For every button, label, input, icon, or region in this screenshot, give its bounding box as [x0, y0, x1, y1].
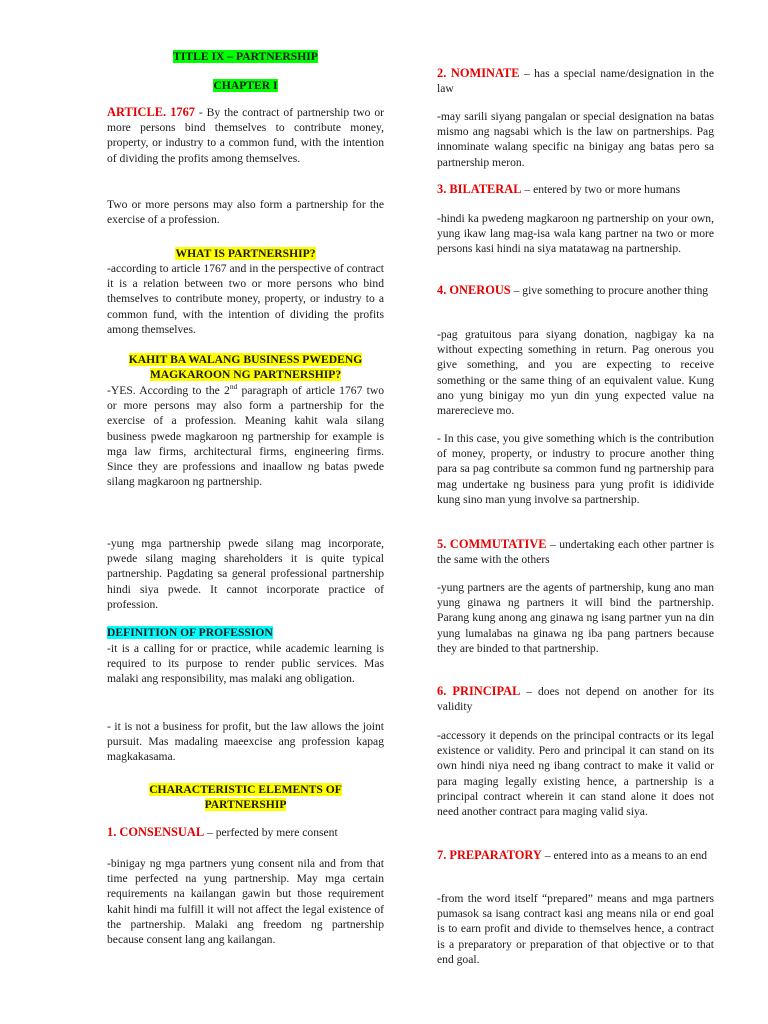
commutative-text: -yung partners are the agents of partnership, kung ano man yung ginawa ng partners it will bind the partnership. Parang kung anong ang ginawa ng isang partner yun na din yung lumalabas na ginawa ng iba pang partners because they are binded to that partnership. [437, 581, 714, 655]
commutative-heading: 5. COMMUTATIVE – undertaking each other partner is the same with the others [437, 537, 714, 567]
bilateral-text: -hindi ka pwedeng magkaroon ng partnership on your own, yung ikaw lang mag-isa wala kang partner na two or more persons kasi hindi na siya matatawag na partnership. [437, 212, 714, 256]
chapter-heading: CHAPTER I [213, 79, 278, 92]
kahit-ba-answer: -YES. According to the 2nd paragraph of article 1767 two or more persons may also form a partnership for the exercise of a profession. Meaning kahit wala silang business pwede magkaroon ng partnership for example is mga law firms, architectural firms, engineering firms. Since they are professions and inaallow ng batas pwede silang magkaroon ng partnership. [107, 382, 384, 489]
consensual-heading: 1. CONSENSUAL – perfected by mere consent [107, 825, 338, 839]
onerous-heading: 4. ONEROUS – give something to procure another thing [437, 283, 709, 297]
incorporate-paragraph: -yung mga partnership pwede silang mag incorporate, pwede silang maging shareholders it is quite typical partnership. Pagdating sa general professional partnership hindi siya pwede. It cannot incorporate practice of profession. [107, 537, 384, 611]
principal-text: -accessory it depends on the principal contracts or its legal existence or validity. Pero and principal it can stand on its own hindi niya need ng ibang contract to make it valid or para maging legally existing hence, a partnership is a principal contract wherein it can stand alone it does not need another contract para maging valid siya. [437, 729, 714, 819]
characteristic-elements-heading: CHARACTERISTIC ELEMENTS OF PARTNERSHIP [149, 783, 342, 811]
onerous-text-2: - In this case, you give something which is the contribution of money, property, or industry to procure another thing para sa pag contribute sa common fund ng partnership para mag undertake ng business para yung profit is ididivide kung sino man yung involve sa partnership. [437, 432, 714, 506]
definition-of-profession-heading: DEFINITION OF PROFESSION [107, 626, 273, 639]
definition-of-profession-text: -it is a calling for or practice, while academic learning is required to its purpose to render public services. Mas malaki ang responsibility, mas malaki ang obligation. [107, 642, 384, 686]
consensual-text: -binigay ng mga partners yung consent nila and from that time perfected na yung partnership. May mga certain requirements na kailangan gawin but those requirement kahit hindi ma fulfill it will not affect the legal existence of the partnership. Malaki ang freedom ng partnership because consent lang ang kailangan. [107, 857, 384, 947]
nominate-text: -may sarili siyang pangalan or special designation na batas mismo ang nagsabi which is the law on partnerships. Pag innominate walang specific na binigay ang batas pero sa partnership meron. [437, 110, 714, 169]
what-is-partnership-text: -according to article 1767 and in the perspective of contract it is a relation between two or more persons who bind themselves to contribute money, property, or industry to a common fund, with the intention of dividing the profits among themselves. [107, 262, 384, 336]
preparatory-heading: 7. PREPARATORY – entered into as a means to an end [437, 848, 708, 862]
definition-of-profession-text-2: - it is not a business for profit, but the law allows the joint pursuit. Mas madaling maeexcise ang profession kapag magkakasama. [107, 720, 384, 764]
kahit-ba-heading: KAHIT BA WALANG BUSINESS PWEDENG MAGKAROON NG PARTNERSHIP? [128, 353, 363, 381]
preparatory-text: -from the word itself “prepared” means and mga partners pumasok sa isang contract kasi ang means nila or end goal is to earn profit and divide to themselves hence, a contract is a preparatory or preparation of that objective or to that end goal. [437, 892, 714, 966]
bilateral-heading: 3. BILATERAL – entered by two or more humans [437, 182, 681, 196]
title-heading: TITLE IX – PARTNERSHIP [173, 50, 318, 63]
what-is-partnership-heading: WHAT IS PARTNERSHIP? [175, 247, 316, 260]
article-1767-paragraph: ARTICLE. 1767 - By the contract of partnership two or more persons bind themselves to contribute money, property, or industry to a common fund, with the intention of dividing the profits among themselves. [107, 105, 384, 165]
principal-heading: 6. PRINCIPAL – does not depend on another for its validity [437, 684, 714, 714]
nominate-heading: 2. NOMINATE – has a special name/designation in the law [437, 66, 715, 96]
onerous-text: -pag gratuitous para siyang donation, nagbigay ka na without expecting something in return. Pag onerous you give something, and you are expecting to receive something or the same thing of an equivalent value. Kung ano yung binigay mo yun din yung expected value na marerecieve mo. [437, 328, 714, 418]
article-1767-second-paragraph: Two or more persons may also form a partnership for the exercise of a profession. [107, 198, 384, 227]
